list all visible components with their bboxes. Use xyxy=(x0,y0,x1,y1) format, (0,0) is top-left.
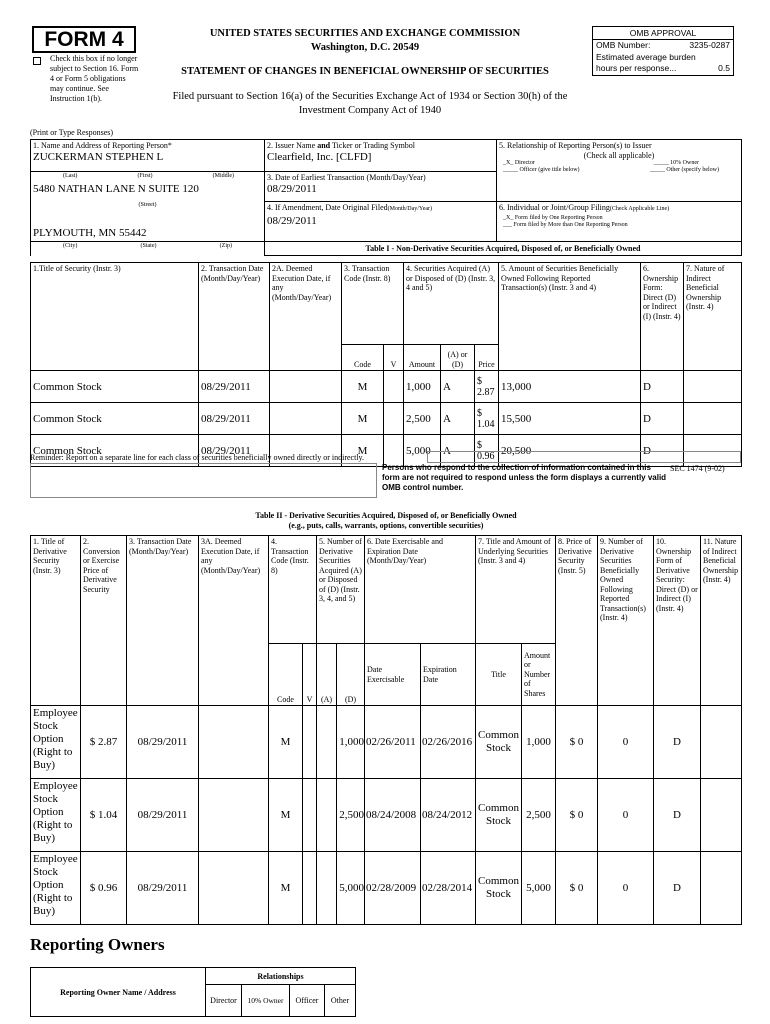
t2-a-header: (A) xyxy=(317,644,337,706)
box4-label: 4. If Amendment, Date Original Filed xyxy=(267,203,388,212)
omb-burden-label: Estimated average burden xyxy=(596,51,696,62)
t1-h5: 5. Amount of Securities Beneficially Owned Following Reported Transaction(s) (Instr. 3 and 4) xyxy=(499,263,641,371)
omb-approval-box xyxy=(592,26,734,76)
t1-amount-header: Amount xyxy=(404,345,441,371)
one-person-option: _X_ Form filed by One Reporting Person xyxy=(503,214,603,221)
t2-r0-owned: 0 xyxy=(598,706,654,779)
t2-h4: 4. Transaction Code (Instr. 8) xyxy=(269,536,317,644)
other-option: _____ Other (specify below) xyxy=(649,167,719,173)
t2-r0-u-title: Common Stock xyxy=(476,706,522,779)
table2-title-line1: Table II - Derivative Securities Acquired, Disposed of, or Beneficially Owned xyxy=(255,511,517,520)
t2-r1-owned: 0 xyxy=(598,779,654,852)
t1-r1-deemed xyxy=(270,403,342,435)
t2-r0-u-amount: 1,000 xyxy=(522,706,556,779)
t2-code-header: Code xyxy=(269,644,303,706)
box1-label: 1. Name and Address of Reporting Person xyxy=(33,141,168,150)
box3-label: 3. Date of Earliest Transaction (Month/Day/Year) xyxy=(267,173,426,182)
t2-r2-a xyxy=(317,852,337,925)
t2-r1-v xyxy=(303,779,317,852)
t1-r0-price-sym: $ xyxy=(477,375,482,387)
box1-address-cell xyxy=(31,172,265,242)
box5-relationship-cell xyxy=(497,140,742,202)
t1-r1-code: M xyxy=(342,403,384,435)
box6-label: 6. Individual or Joint/Group Filing xyxy=(499,203,610,212)
t1-r1-date: 08/29/2011 xyxy=(199,403,270,435)
t2-r1-date: 08/29/2011 xyxy=(127,779,199,852)
persons-notice: Persons who respond to the collection of information contained in this form are not required to respond unless the form displays a currently valid OMB control number. xyxy=(382,463,667,492)
table-row xyxy=(31,852,742,925)
t2-r1-form: D xyxy=(654,779,701,852)
t2-r1-expiration: 08/24/2012 xyxy=(421,779,476,852)
no-longer-subject-checkbox[interactable] xyxy=(33,57,41,65)
t2-r2-dprice: $ 0 xyxy=(556,852,598,925)
t2-r2-date: 08/29/2011 xyxy=(127,852,199,925)
t2-h10: 10. Ownership Form of Derivative Security: Direct (D) or Indirect (I) (Instr. 4) xyxy=(654,536,701,706)
t2-r0-deemed xyxy=(199,706,269,779)
t1-h4: 4. Securities Acquired (A) or Disposed of (D) (Instr. 3, 4 and 5) xyxy=(404,263,499,345)
table1 xyxy=(30,262,742,467)
t2-r0-d: 1,000 xyxy=(337,706,365,779)
t1-r2-date: 08/29/2011 xyxy=(199,435,270,467)
first-label: (First) xyxy=(137,173,153,179)
ro-other-header: Other xyxy=(325,985,356,1017)
t2-r1-exercisable: 08/24/2008 xyxy=(365,779,421,852)
t1-r0-date: 08/29/2011 xyxy=(199,371,270,403)
omb-number-value: 3235-0287 xyxy=(689,40,730,50)
agency-heading xyxy=(160,27,570,55)
omb-number-row xyxy=(593,40,733,52)
t1-r2-aord: A xyxy=(441,435,475,467)
t2-h2: 2. Conversion or Exercise Price of Derivative Security xyxy=(81,536,127,706)
t1-r1-aord: A xyxy=(441,403,475,435)
agency-line1: UNITED STATES SECURITIES AND EXCHANGE COMMISSION xyxy=(209,28,521,39)
t2-r1-price: $ 1.04 xyxy=(81,779,127,852)
box1-name-cell xyxy=(31,140,265,172)
t2-r1-u-title: Common Stock xyxy=(476,779,522,852)
table-row xyxy=(31,371,742,403)
t1-r0-title: Common Stock xyxy=(31,371,199,403)
t1-r2-price-sym: $ xyxy=(477,439,482,451)
t2-r1-nature xyxy=(701,779,742,852)
t2-h6: 6. Date Exercisable and Expiration Date (Month/Day/Year) xyxy=(365,536,476,644)
t1-r1-amount: 2,500 xyxy=(404,403,441,435)
t2-r1-title: Employee Stock Option (Right to Buy) xyxy=(31,779,81,852)
t2-r0-code: M xyxy=(269,706,303,779)
t2-r1-a xyxy=(317,779,337,852)
t1-r2-code: M xyxy=(342,435,384,467)
t2-h8: 8. Price of Derivative Security (Instr. 5) xyxy=(556,536,598,706)
box6-label-small: (Check Applicable Line) xyxy=(609,206,670,212)
t2-r0-a xyxy=(317,706,337,779)
t2-r2-u-title: Common Stock xyxy=(476,852,522,925)
checkbox-text: Check this box if no longer subject to Section 16. Form 4 or Form 5 obligations may continue. See Instruction 1(b). xyxy=(50,54,139,103)
zip-label: (Zip) xyxy=(219,243,232,249)
t1-v-header: V xyxy=(384,345,404,371)
t1-h2: 2. Transaction Date (Month/Day/Year) xyxy=(199,263,270,371)
street-label: (Street) xyxy=(138,202,157,208)
t1-r2-form: D xyxy=(641,435,684,467)
box5-label: 5. Relationship of Reporting Person(s) to Issuer xyxy=(499,141,652,150)
box5-sub: (Check all applicable) xyxy=(583,150,655,160)
t2-r2-deemed xyxy=(199,852,269,925)
t2-r2-code: M xyxy=(269,852,303,925)
print-type-note: (Print or Type Responses) xyxy=(30,128,114,137)
table2-title-line2: (e.g., puts, calls, warrants, options, convertible securities) xyxy=(288,520,484,530)
t1-r1-price-sym: $ xyxy=(477,407,482,419)
reporting-owners-title: Reporting Owners xyxy=(30,935,165,954)
t2-h3: 3. Transaction Date (Month/Day/Year) xyxy=(127,536,199,706)
t2-r2-d: 5,000 xyxy=(337,852,365,925)
t2-r2-nature xyxy=(701,852,742,925)
city-state-zip: PLYMOUTH, MN 55442 xyxy=(33,227,147,239)
box4-label-small: (Month/Day/Year) xyxy=(387,206,433,212)
t1-r2-title: Common Stock xyxy=(31,435,199,467)
director-option: _X_ Director xyxy=(503,160,535,166)
t2-r1-deemed xyxy=(199,779,269,852)
box3-date-cell xyxy=(265,172,497,202)
t2-r0-nature xyxy=(701,706,742,779)
t1-r2-owned: 20,500 xyxy=(499,435,641,467)
issuer-name: Clearfield, Inc. [CLFD] xyxy=(267,150,372,163)
t1-r0-form: D xyxy=(641,371,684,403)
reporting-info-table xyxy=(30,139,742,256)
t2-r2-price: $ 0.96 xyxy=(81,852,127,925)
t2-r0-dprice: $ 0 xyxy=(556,706,598,779)
t2-r2-exercisable: 02/28/2009 xyxy=(365,852,421,925)
t1-r1-nature xyxy=(684,403,742,435)
t1-r0-amount: 1,000 xyxy=(404,371,441,403)
t2-date-ex-header: Date Exercisable xyxy=(365,644,421,706)
t2-r0-v xyxy=(303,706,317,779)
city-labels-cell xyxy=(31,242,265,256)
t2-r1-u-amount: 2,500 xyxy=(522,779,556,852)
table-row xyxy=(31,779,742,852)
t1-r0-price-cell xyxy=(475,371,499,403)
ro-name-addr-header: Reporting Owner Name / Address xyxy=(31,968,206,1017)
table2 xyxy=(30,535,742,925)
ro-relationships-header: Relationships xyxy=(206,968,356,985)
box2-label-pre: 2. Issuer Name xyxy=(267,141,318,150)
t2-v-header: V xyxy=(303,644,317,706)
t2-h7: 7. Title and Amount of Underlying Securities (Instr. 3 and 4) xyxy=(476,536,556,644)
reporting-person-name: ZUCKERMAN STEPHEN L xyxy=(33,150,164,163)
table-row xyxy=(31,706,742,779)
t2-r0-expiration: 02/26/2016 xyxy=(421,706,476,779)
t1-r0-price: 2.87 xyxy=(477,386,495,398)
t1-r1-price: 1.04 xyxy=(477,418,495,430)
t1-r1-v xyxy=(384,403,404,435)
t2-r0-date: 08/29/2011 xyxy=(127,706,199,779)
reporting-owners-table xyxy=(30,967,356,1017)
box1-label-suffix: * xyxy=(167,141,172,150)
statement-title: STATEMENT OF CHANGES IN BENEFICIAL OWNERSHIP OF SECURITIES xyxy=(181,66,549,77)
ro-director-header: Director xyxy=(206,985,242,1017)
t1-r1-price-cell xyxy=(475,403,499,435)
t1-r0-deemed xyxy=(270,371,342,403)
t2-h11: 11. Nature of Indirect Beneficial Ownership (Instr. 4) xyxy=(701,536,742,706)
t1-code-header: Code xyxy=(342,345,384,371)
t1-r0-code: M xyxy=(342,371,384,403)
t1-aord-header: (A) or (D) xyxy=(441,345,475,371)
t2-h5: 5. Number of Derivative Securities Acquired (A) or Disposed of (D) (Instr. 3, 4, and 5) xyxy=(317,536,365,644)
omb-hours-row xyxy=(593,63,733,75)
owner10-option: _____ 10% Owner xyxy=(653,160,699,166)
t2-r1-d: 2,500 xyxy=(337,779,365,852)
box6-filing-cell xyxy=(497,202,742,242)
t2-r2-expiration: 02/28/2014 xyxy=(421,852,476,925)
t1-r0-v xyxy=(384,371,404,403)
table-row xyxy=(31,403,742,435)
t2-r0-title: Employee Stock Option (Right to Buy) xyxy=(31,706,81,779)
t1-r1-owned: 15,500 xyxy=(499,403,641,435)
reminder-box xyxy=(30,463,377,498)
t1-h2a: 2A. Deemed Execution Date, if any (Month/Day/Year) xyxy=(270,263,342,371)
t2-r0-price: $ 2.87 xyxy=(81,706,127,779)
t1-r0-aord: A xyxy=(441,371,475,403)
reminder-text: Reminder: Report on a separate line for each class of securities beneficially owned directly or indirectly. xyxy=(30,453,365,462)
t2-r2-form: D xyxy=(654,852,701,925)
city-label: (City) xyxy=(63,243,78,249)
t1-r1-form: D xyxy=(641,403,684,435)
omb-hours-label: hours per response... xyxy=(596,63,677,73)
t2-r0-exercisable: 02/26/2011 xyxy=(365,706,421,779)
street-address: 5480 NATHAN LANE N SUITE 120 xyxy=(33,183,199,195)
omb-burden-row xyxy=(593,52,733,64)
box2-issuer-cell xyxy=(265,140,497,172)
t2-r0-form: D xyxy=(654,706,701,779)
more-person-option: ___ Form filed by More than One Reporting Person xyxy=(503,221,628,228)
t1-r0-owned: 13,000 xyxy=(499,371,641,403)
t1-r0-nature xyxy=(684,371,742,403)
filed-pursuant-text: Filed pursuant to Section 16(a) of the Securities Exchange Act of 1934 or Section 30(h) of the Investment Company Act of 1940 xyxy=(172,91,568,116)
t2-r2-owned: 0 xyxy=(598,852,654,925)
box4-amendment-cell xyxy=(265,202,497,242)
t2-r1-dprice: $ 0 xyxy=(556,779,598,852)
t2-h3a: 3A. Deemed Execution Date, if any (Month/Day/Year) xyxy=(199,536,269,706)
omb-number-label: OMB Number: xyxy=(596,40,651,50)
last-label: (Last) xyxy=(63,173,78,179)
t2-title-header: Title xyxy=(476,644,522,706)
table2-title xyxy=(30,511,742,530)
amendment-date: 08/29/2011 xyxy=(267,214,317,227)
omb-hours-value: 0.5 xyxy=(718,63,730,73)
t2-amount-header: Amount or Number of Shares xyxy=(522,644,556,706)
t2-h9: 9. Number of Derivative Securities Beneficially Owned Following Reported Transaction(s) (Instr. 4) xyxy=(598,536,654,706)
agency-line2: Washington, D.C. 20549 xyxy=(310,42,420,53)
omb-title: OMB APPROVAL xyxy=(593,27,733,40)
t2-d-header: (D) xyxy=(337,644,365,706)
reminder-line-box xyxy=(427,451,741,463)
ro-officer-header: Officer xyxy=(290,985,325,1017)
table1-title: Table I - Non-Derivative Securities Acquired, Disposed of, or Beneficially Owned xyxy=(265,242,742,256)
t1-r2-amount: 5,000 xyxy=(404,435,441,467)
t2-r2-v xyxy=(303,852,317,925)
t1-h7: 7. Nature of Indirect Beneficial Ownership (Instr. 4) xyxy=(684,263,742,371)
t1-h6: 6. Ownership Form: Direct (D) or Indirect (I) (Instr. 4) xyxy=(641,263,684,371)
t1-h1: 1.Title of Security (Instr. 3) xyxy=(31,263,199,371)
t2-r1-code: M xyxy=(269,779,303,852)
officer-option: _____ Officer (give title below) xyxy=(503,167,580,173)
box2-label-and: and xyxy=(317,141,331,150)
t2-h1: 1. Title of Derivative Security (Instr. 3) xyxy=(31,536,81,706)
earliest-transaction-date: 08/29/2011 xyxy=(267,182,317,195)
sec-code: SEC 1474 (9-02) xyxy=(670,464,725,473)
t1-price-header: Price xyxy=(475,345,499,371)
t2-exp-header: Expiration Date xyxy=(421,644,476,706)
t1-r2-v xyxy=(384,435,404,467)
state-label: (State) xyxy=(140,243,157,249)
t1-r2-price: 0.96 xyxy=(477,450,495,462)
t2-r2-title: Employee Stock Option (Right to Buy) xyxy=(31,852,81,925)
box2-label-post: Ticker or Trading Symbol xyxy=(330,141,416,150)
form-title: FORM 4 xyxy=(32,26,136,53)
t2-r2-u-amount: 5,000 xyxy=(522,852,556,925)
t1-r1-title: Common Stock xyxy=(31,403,199,435)
t1-h3: 3. Transaction Code (Instr. 8) xyxy=(342,263,404,345)
ro-owner10-header: 10% Owner xyxy=(242,985,290,1017)
middle-label: (Middle) xyxy=(212,173,234,179)
